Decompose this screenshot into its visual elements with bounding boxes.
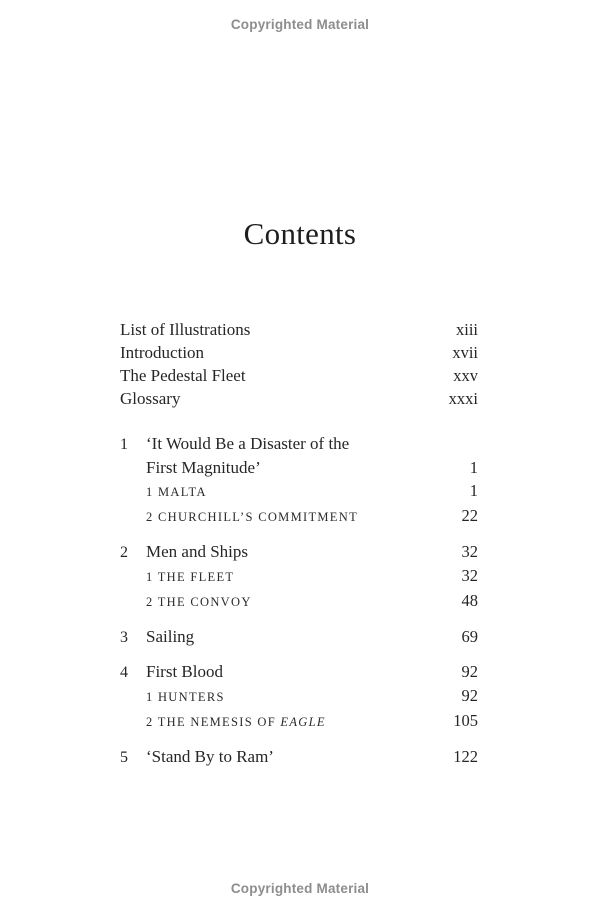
chapter-page-number: 1 <box>469 458 478 477</box>
chapter-number: 5 <box>120 749 128 766</box>
section-label: 2 CHURCHILL’S COMMITMENT <box>146 510 358 524</box>
section-entry <box>120 504 478 529</box>
page-title: Contents <box>243 216 357 251</box>
chapter-entry <box>120 660 478 734</box>
entry-label: Introduction <box>120 343 205 362</box>
entry-page-number: xiii <box>455 320 478 339</box>
entry-label: Glossary <box>120 389 181 408</box>
chapter-page-number: 69 <box>461 627 478 646</box>
front-matter-entry <box>120 318 478 341</box>
chapter-title-row <box>120 432 478 456</box>
table-of-contents <box>120 318 478 769</box>
entry-label: List of Illustrations <box>120 320 251 339</box>
chapter-title-row <box>120 456 478 479</box>
chapter-entry <box>120 625 478 649</box>
chapter-title: ‘It Would Be a Disaster of the <box>146 434 350 453</box>
entry-page-number: xvii <box>452 343 478 362</box>
chapter-title-row <box>120 540 478 564</box>
chapter-number: 4 <box>120 664 128 681</box>
chapter-number: 3 <box>120 629 128 646</box>
section-entry <box>120 709 478 734</box>
chapter-title: ‘Stand By to Ram’ <box>146 747 274 766</box>
section-entry <box>120 589 478 614</box>
chapter-title-row <box>120 660 478 684</box>
chapter-title: Sailing <box>146 627 195 646</box>
entry-label: The Pedestal Fleet <box>120 366 246 385</box>
section-page-number: 105 <box>453 711 478 730</box>
section-entry <box>120 684 478 709</box>
chapter-title: First Blood <box>146 662 223 681</box>
chapter-page-number: 32 <box>461 542 478 561</box>
entry-page-number: xxv <box>453 366 478 385</box>
entry-page-number: xxxi <box>448 389 478 408</box>
chapter-title-row <box>120 745 478 769</box>
section-label-ship-name: EAGLE <box>280 715 326 729</box>
chapter-title: First Magnitude’ <box>146 458 261 477</box>
chapter-entry <box>120 745 478 769</box>
chapter-title-row <box>120 625 478 649</box>
section-label: 1 MALTA <box>146 485 207 499</box>
chapter-entry <box>120 432 478 529</box>
front-matter-entry <box>120 341 478 364</box>
copyright-banner-top: Copyrighted Material <box>230 17 370 32</box>
section-label <box>146 711 453 734</box>
chapter-number: 2 <box>120 544 128 561</box>
copyright-banner-bottom: Copyrighted Material <box>230 881 370 896</box>
section-page-number: 1 <box>469 481 478 500</box>
section-page-number: 92 <box>461 686 478 705</box>
section-entry <box>120 564 478 589</box>
chapter-entry <box>120 540 478 614</box>
section-page-number: 48 <box>461 591 478 610</box>
chapter-page-number: 122 <box>453 747 478 766</box>
section-label: 2 THE CONVOY <box>146 595 252 609</box>
section-entry <box>120 479 478 504</box>
chapter-page-number: 92 <box>461 662 478 681</box>
section-label: 1 THE FLEET <box>146 570 235 584</box>
section-label: 1 HUNTERS <box>146 690 225 704</box>
chapter-number: 1 <box>120 436 128 453</box>
chapter-title: Men and Ships <box>146 542 248 561</box>
section-label-text: 2 THE NEMESIS OF <box>146 715 281 729</box>
front-matter-entry <box>120 387 478 410</box>
section-page-number: 22 <box>461 506 478 525</box>
front-matter-entry <box>120 364 478 387</box>
section-page-number: 32 <box>461 566 478 585</box>
